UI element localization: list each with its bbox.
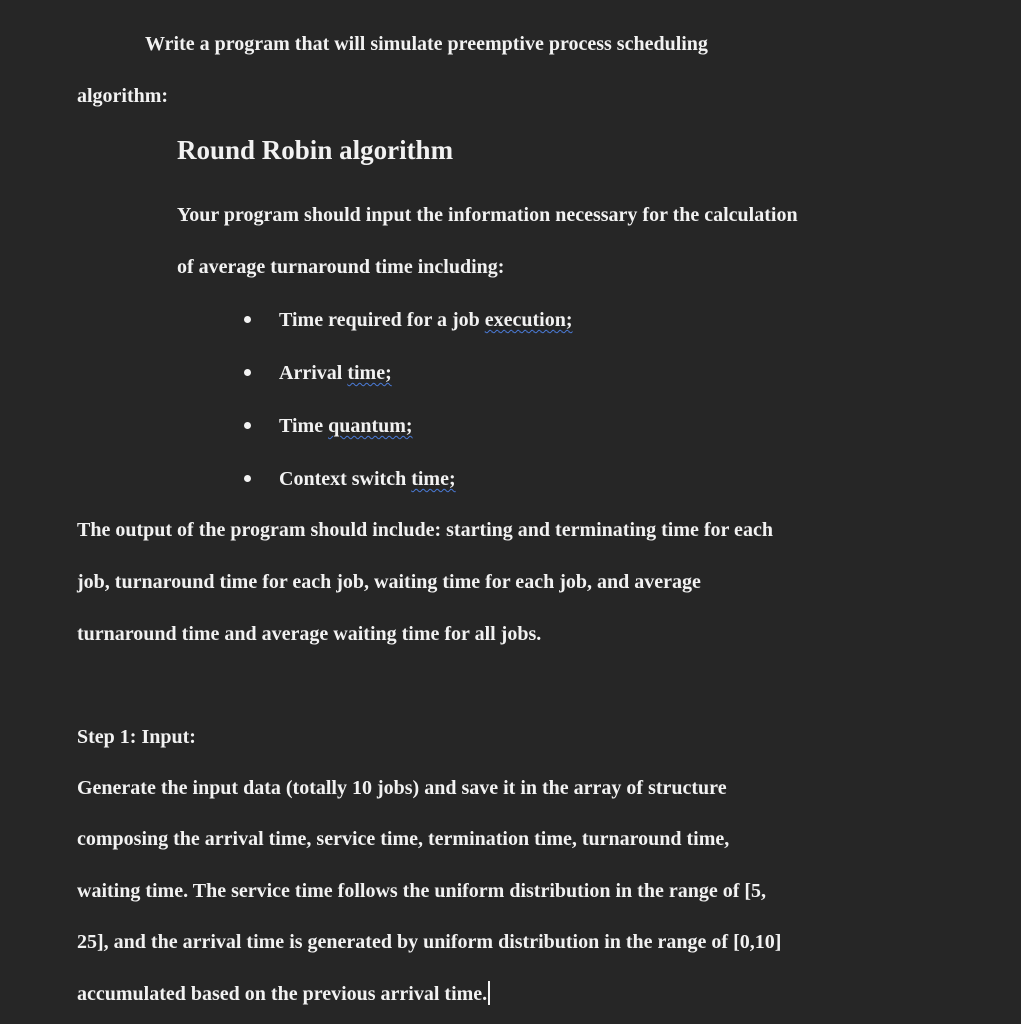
text-cursor — [488, 981, 490, 1005]
spellcheck-flagged-word[interactable]: quantum; — [328, 415, 413, 437]
step1-line-1: Generate the input data (totally 10 jobs) and save it in the array of structure — [77, 777, 727, 799]
bullet-dot — [244, 422, 251, 429]
bullet-text: Context switch — [279, 468, 412, 490]
section-heading: Round Robin algorithm — [177, 135, 454, 165]
input-desc-line-1: Your program should input the information necessary for the calculation — [177, 204, 798, 226]
input-desc-line-2: of average turnaround time including: — [177, 256, 505, 278]
step1-line-4: 25], and the arrival time is generated by uniform distribution in the range of [0,10] — [77, 931, 782, 953]
bullet-item — [279, 308, 573, 332]
bullet-item — [279, 414, 413, 438]
bullet-dot — [244, 475, 251, 482]
bullet-dot — [244, 316, 251, 323]
bullet-text: Arrival — [279, 362, 348, 384]
bullet-dot — [244, 369, 251, 376]
output-desc-line-1: The output of the program should include: starting and terminating time for each — [77, 519, 773, 541]
step1-line-5-wrap — [77, 981, 490, 1006]
intro-line-1: Write a program that will simulate preemptive process scheduling — [145, 33, 708, 55]
bullet-text: Time required for a job — [279, 309, 485, 331]
step1-line-2: composing the arrival time, service time, termination time, turnaround time, — [77, 828, 730, 850]
spellcheck-flagged-word[interactable]: time; — [411, 468, 456, 490]
spellcheck-flagged-word[interactable]: execution; — [484, 309, 573, 331]
bullet-item — [279, 467, 456, 491]
step1-line-3: waiting time. The service time follows the uniform distribution in the range of [5, — [77, 880, 767, 902]
output-desc-line-3: turnaround time and average waiting time for all jobs. — [77, 623, 542, 645]
step1-title: Step 1: Input: — [77, 726, 196, 748]
bullet-text: Time — [279, 415, 329, 437]
step1-line-5: accumulated based on the previous arrival time. — [77, 983, 488, 1005]
bullet-item — [279, 361, 392, 385]
intro-line-2: algorithm: — [77, 85, 169, 107]
spellcheck-flagged-word[interactable]: time; — [347, 362, 392, 384]
output-desc-line-2: job, turnaround time for each job, waiting time for each job, and average — [77, 571, 701, 593]
